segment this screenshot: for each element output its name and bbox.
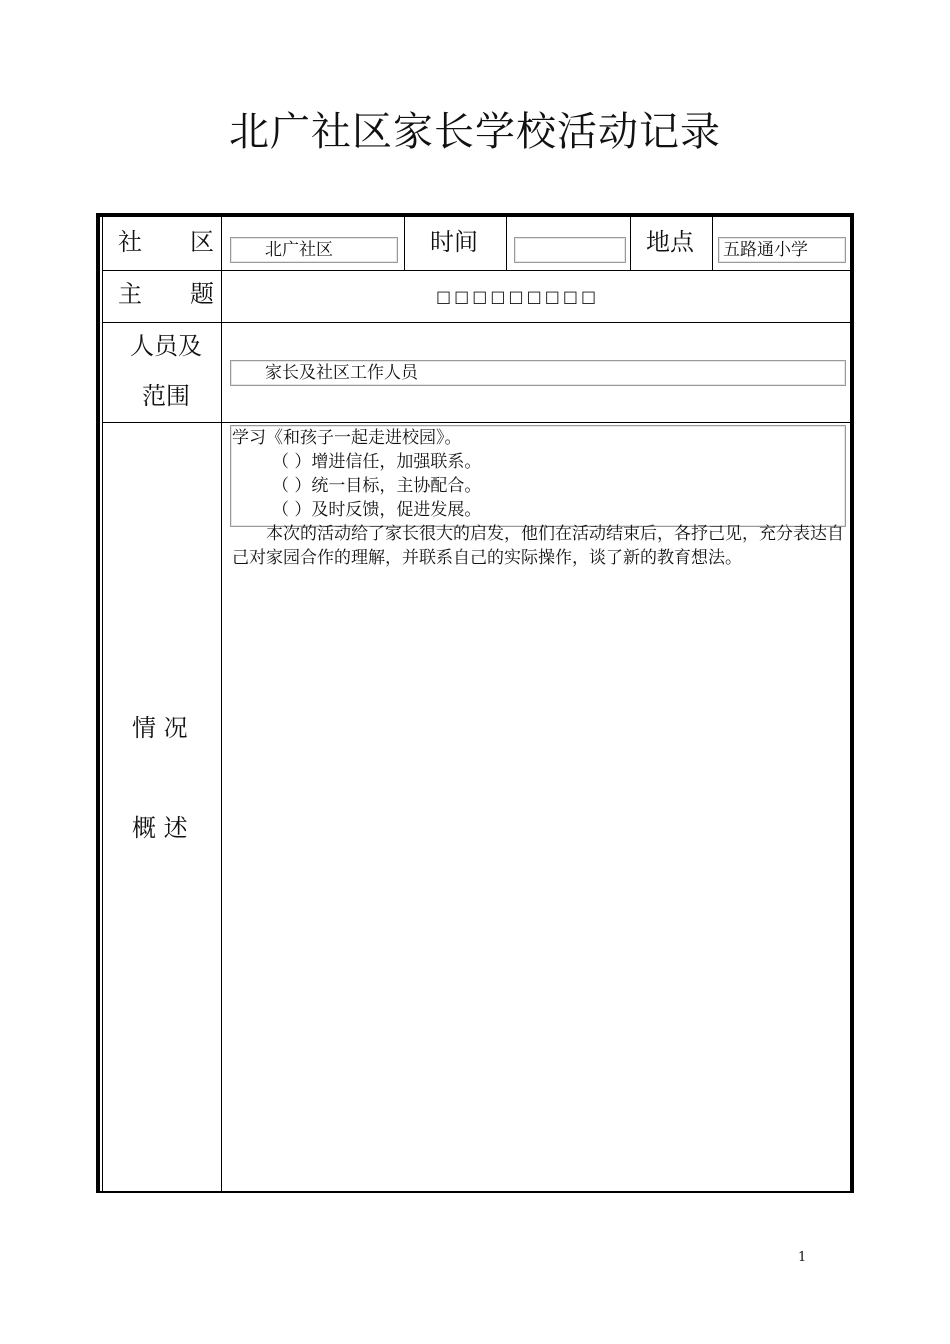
- summary-line: 学习《和孩子一起走进校园》。: [232, 428, 462, 448]
- location-field[interactable]: 五路通小学: [718, 237, 846, 263]
- location-label: 地点: [646, 228, 694, 256]
- summary-line: （ ）增进信任，加强联系。: [272, 452, 482, 472]
- page-title: 北广社区家长学校活动记录: [229, 109, 721, 155]
- theme-label: 主 题: [118, 280, 214, 308]
- theme-value: □□□□□□□□□: [436, 287, 600, 306]
- location-value-left-divider: [712, 217, 713, 270]
- inner-left-border: [102, 217, 103, 1193]
- participants-field[interactable]: 家长及社区工作人员: [230, 360, 846, 386]
- summary-line: （ ）及时反馈，促进发展。: [272, 500, 482, 520]
- time-field[interactable]: [514, 237, 626, 263]
- row-divider-1: [102, 270, 850, 271]
- location-label-left-divider: [630, 217, 631, 270]
- participants-label-line2: 范围: [142, 382, 190, 410]
- time-label-left-divider: [404, 217, 405, 270]
- record-table: [96, 213, 854, 1193]
- community-label: 社 区: [118, 228, 214, 256]
- summary-paragraph: 本次的活动给了家长很大的启发，他们在活动结束后，各抒己见，充分表达自己对家园合作的理解，并联系自己的实际操作，谈了新的教育想法。: [232, 524, 844, 568]
- summary-line: （ ）统一目标，主协配合。: [272, 476, 482, 496]
- row-divider-3: [102, 422, 850, 423]
- summary-label-line1: 情 况: [132, 714, 188, 742]
- label-column-divider: [221, 217, 222, 1193]
- participants-label-line1: 人员及: [130, 332, 202, 360]
- row-divider-2: [102, 322, 850, 323]
- summary-label-line2: 概 述: [132, 814, 188, 842]
- time-label: 时间: [430, 228, 478, 256]
- time-value-left-divider: [506, 217, 507, 270]
- community-field[interactable]: 北广社区: [230, 237, 398, 263]
- page-number: 1: [798, 1250, 807, 1265]
- summary-content: [232, 426, 844, 570]
